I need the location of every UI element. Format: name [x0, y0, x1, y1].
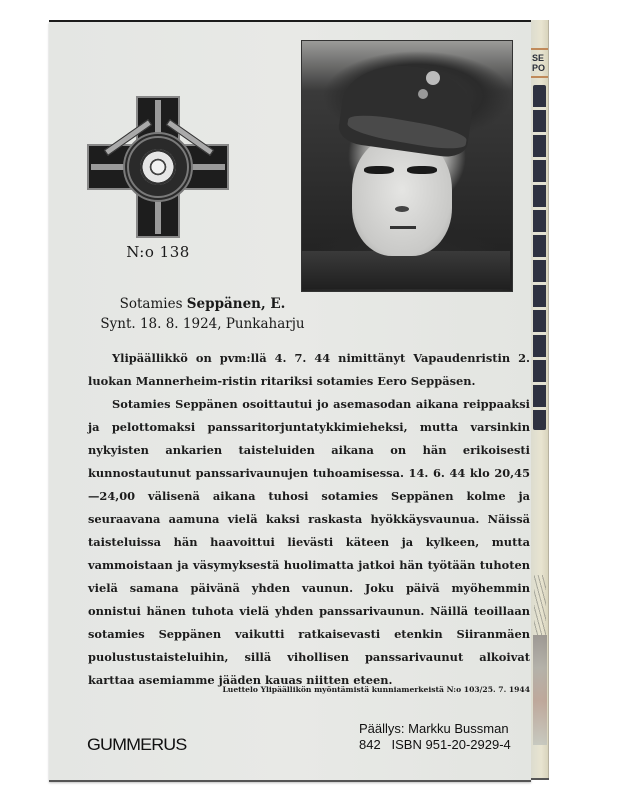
birth-line: Synt. 18. 8. 1924, Punkaharju [100, 316, 305, 332]
citation-text [88, 347, 530, 692]
cap-button-2 [418, 89, 428, 99]
left-brow [364, 166, 394, 174]
spine-stripe-top [531, 48, 548, 50]
nose [395, 206, 409, 212]
soldier-name: Seppänen, E. [186, 296, 286, 312]
cover-credits [359, 721, 529, 753]
spine-author-line-2: PO [532, 63, 546, 73]
medal-number: N:o 138 [126, 243, 190, 261]
citation-paragraph-1: Ylipäällikkö on pvm:llä 4. 7. 44 nimittänyt Vapaudenristin 2. luokan Mannerheim-ristin ritariksi sotamies Eero Seppäsen. [88, 351, 530, 388]
rose-emblem-icon [140, 149, 176, 185]
spine-grass-illustration [534, 575, 546, 635]
citation-paragraph-2: Sotamies Seppänen osoittautui jo asemasodan aikana reippaaksi ja pelottomaksi panssaritorjuntatykkimieheksi, mutta varsinkin nykyisten ankarien taisteluiden aikana on hän erikoisesti kunnostautunut panssarivaunujen tuhoamisessa. 14. 6. 44 klo 20,45—24,00 välisenä aikana tuhosi sotamies Seppänen kolme ja seuraavana aamuna vielä kaksi raskasta hyökkäysvaunua. Näissä taisteluissa hän haavoittui lievästi käteen ja kylkeen, mutta vammoistaan ja väsymyksestä huolimatta jatkoi hän työtään tuhoten vielä samana päivänä yhden vaunun. Joku päivä myöhemmin onnistui hänen tuhota vielä yhden panssarivaunun. Näillä teoillaan sotamies Seppänen vaikutti ratkaisevasti etenkin Siiranmäen puolustustaisteluihin, sillä vihollisen panssarivaunut alkoivat karttaa asemiamme jääden kauas niitten eteen. [88, 397, 530, 687]
spine-author-text [532, 53, 547, 73]
uniform-collar [302, 251, 510, 289]
publisher-logo: GUMMERUS [87, 735, 187, 754]
citation-source: Luettelo Ylipäällikön myöntämistä kunniamerkeistä N:o 103/25. 7. 1944 [222, 685, 530, 694]
isbn-line: 842 ISBN 951-20-2929-4 [359, 737, 511, 752]
spine-title-lettering [533, 85, 546, 430]
cover-designer-credit: Päällys: Markku Bussman [359, 721, 509, 736]
spine-stripe-bottom [531, 76, 548, 78]
right-brow [407, 166, 437, 174]
cap-button-1 [426, 71, 440, 85]
mannerheim-cross-icon [87, 96, 229, 238]
portrait-caption [95, 294, 310, 334]
soldier-portrait-photo [301, 40, 513, 292]
book-spine [531, 20, 549, 778]
spine-author-line-1: SE [532, 53, 545, 63]
soldier-rank: Sotamies [119, 296, 183, 312]
spine-front-art-edge [533, 635, 547, 745]
mouth [390, 226, 416, 229]
